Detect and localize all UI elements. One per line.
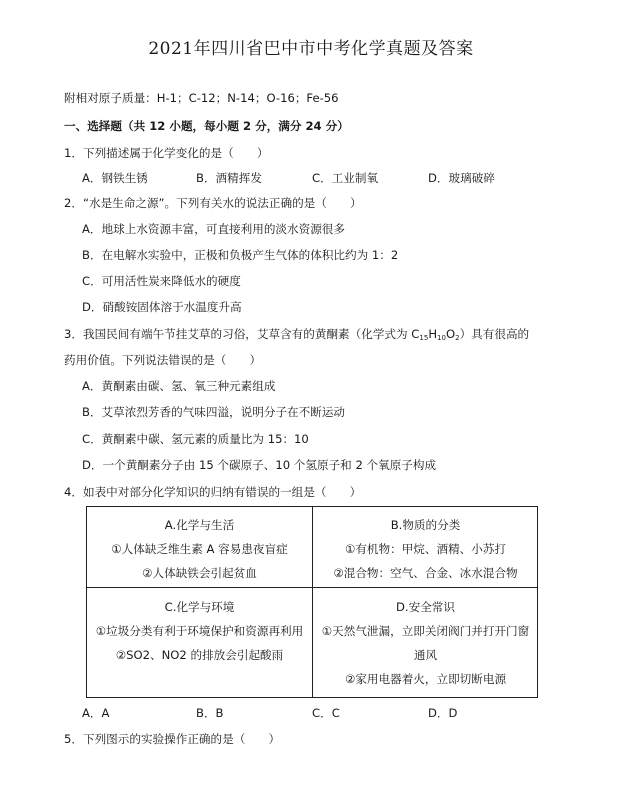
table-cell-b-item-1: ①有机物：甲烷、酒精、小苏打 — [344, 542, 507, 556]
page-title: 2021年四川省巴中市中考化学真题及答案 — [148, 39, 474, 59]
question-4-option-a: A．A — [82, 706, 110, 720]
atomic-mass-note: 附相对原子质量：H-1；C-12；N-14；O-16；Fe-56 — [64, 91, 339, 105]
question-4-option-c: C．C — [312, 706, 340, 720]
question-2-option-a: A．地球上水资源丰富，可直接利用的淡水资源很多 — [82, 222, 345, 236]
question-2-option-d: D．硝酸铵固体溶于水温度升高 — [82, 300, 242, 314]
knowledge-table — [86, 506, 538, 698]
question-1-option-d: D．玻璃破碎 — [428, 171, 495, 185]
table-cell-a-item-1: ①人体缺乏维生素 A 容易患夜盲症 — [111, 542, 288, 556]
formula-subscript-o: 2 — [455, 334, 460, 342]
question-4-option-b: B．B — [196, 706, 224, 720]
table-cell-b — [313, 517, 538, 589]
question-3-stem-suffix: ）具有很高的 — [459, 327, 530, 341]
question-1-option-a: A．钢铁生锈 — [82, 171, 148, 185]
table-cell-d — [313, 599, 538, 695]
table-cell-b-item-2: ②混合物：空气、合金、冰水混合物 — [333, 566, 518, 580]
table-cell-d-item-1-cont: 通风 — [413, 648, 438, 662]
question-1-option-b: B．酒精挥发 — [196, 171, 262, 185]
table-cell-c-item-2: ②SO2、NO2 的排放会引起酸雨 — [115, 648, 284, 662]
question-1-option-c: C．工业制氧 — [312, 171, 379, 185]
question-5-stem: 5．下列图示的实验操作正确的是（ ） — [64, 732, 281, 746]
question-3-option-c: C．黄酮素中碳、氢元素的质量比为 15：10 — [82, 432, 309, 446]
formula-o: O — [445, 327, 456, 341]
table-cell-d-item-2: ②家用电器着火，立即切断电源 — [344, 672, 507, 686]
formula-subscript-h: 10 — [437, 334, 446, 342]
question-3-stem — [64, 326, 529, 346]
question-2-option-b: B．在电解水实验中，正极和负极产生气体的体积比约为 1：2 — [82, 248, 399, 262]
table-cell-a-title: A.化学与生活 — [164, 518, 235, 532]
formula-subscript-c: 15 — [419, 334, 429, 342]
question-4-stem: 4．如表中对部分化学知识的归纳有错误的一组是（ ） — [64, 485, 362, 499]
question-1-stem: 1．下列描述属于化学变化的是（ ） — [64, 146, 269, 160]
question-3-option-b: B．艾草浓烈芳香的气味四溢，说明分子在不断运动 — [82, 405, 346, 419]
formula-h: H — [428, 327, 438, 341]
table-cell-c-title: C.化学与环境 — [164, 600, 235, 614]
question-3-option-d: D．一个黄酮素分子由 15 个碳原子、10 个氢原子和 2 个氧原子构成 — [82, 458, 437, 472]
table-cell-d-item-1: ①天然气泄漏，立即关闭阀门并打开门窗 — [321, 624, 530, 638]
section-heading: 一、选择题（共 12 小题，每小题 2 分，满分 24 分） — [64, 119, 349, 133]
question-2-option-c: C．可用活性炭来降低水的硬度 — [82, 274, 241, 288]
question-2-stem: 2．“水是生命之源”。下列有关水的说法正确的是（ ） — [64, 196, 362, 210]
table-cell-c-item-1: ①垃圾分类有利于环境保护和资源再利用 — [95, 624, 304, 638]
table-cell-b-title: B.物质的分类 — [390, 518, 461, 532]
question-4-option-d: D．D — [428, 706, 458, 720]
question-3-stem-prefix: 3．我国民间有端午节挂艾草的习俗，艾草含有的黄酮素（化学式为 C — [64, 327, 420, 341]
table-cell-a-item-2: ②人体缺铁会引起贫血 — [142, 566, 257, 580]
table-cell-d-title: D.安全常识 — [396, 600, 455, 614]
table-cell-c — [87, 599, 312, 671]
question-3-option-a: A．黄酮素由碳、氢、氧三种元素组成 — [82, 379, 276, 393]
question-3-stem-line2: 药用价值。下列说法错误的是（ ） — [64, 353, 262, 367]
table-cell-a — [87, 517, 312, 589]
